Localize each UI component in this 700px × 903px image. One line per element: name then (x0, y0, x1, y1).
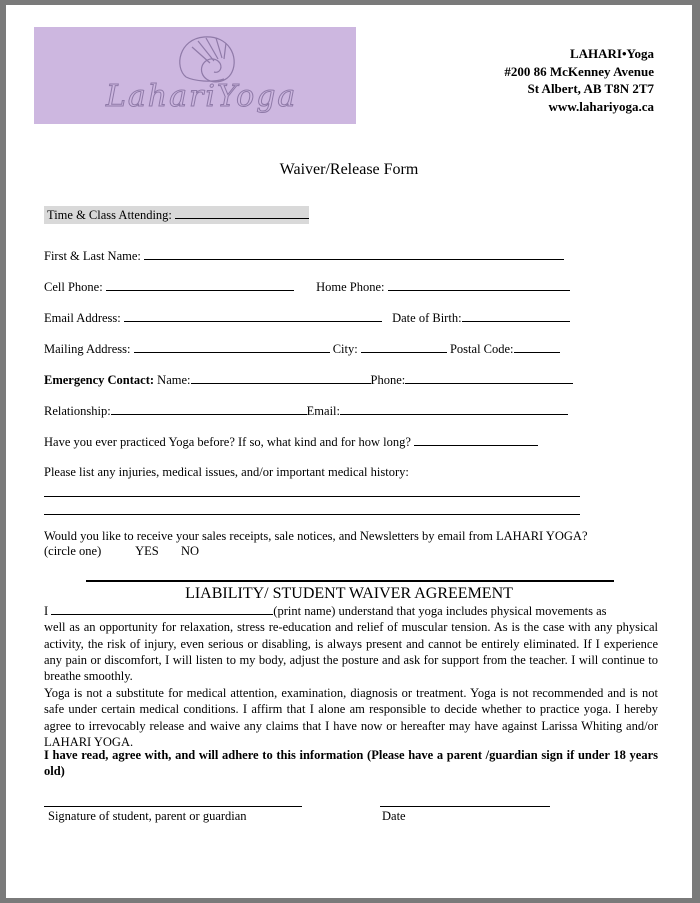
option-no[interactable]: NO (180, 544, 199, 558)
city-label: City: (332, 342, 358, 356)
agreement-text-1: well as an opportunity for relaxation, stress re-education and relief of muscular tension. As is the case with any physical activity, the risk of injury, even serious or disabling, is always present and cannot be entirely eliminated. If I experience any pain or discomfort, I will listen to my body, adjust the posture and ask for support from the teacher. I will continue to breathe smoothly. (44, 620, 658, 684)
name-label: First & Last Name: (44, 249, 141, 263)
newsletter-question: Would you like to receive your sales receipts, sale notices, and Newsletters by email from LAHARI YOGA? (44, 529, 588, 543)
email-row (44, 310, 570, 326)
cell-phone-field[interactable] (106, 279, 294, 291)
agreement-i: I (44, 604, 49, 618)
home-phone-field[interactable] (388, 279, 570, 291)
signature-label: Signature of student, parent or guardian (48, 809, 247, 823)
postal-field[interactable] (514, 341, 560, 353)
signature-line[interactable] (44, 806, 302, 807)
time-class-field[interactable] (175, 207, 309, 219)
newsletter-options-row (44, 544, 199, 559)
section-divider (86, 580, 614, 582)
injuries-label: Please list any injuries, medical issues, and/or important medical history: (44, 465, 409, 479)
date-label: Date (382, 809, 406, 823)
relationship-field[interactable] (111, 403, 307, 415)
city-field[interactable] (361, 341, 447, 353)
relationship-row (44, 403, 568, 419)
email-field[interactable] (124, 310, 382, 322)
postal-label: Postal Code: (449, 342, 514, 356)
form-page (6, 5, 692, 898)
street-address: #200 86 McKenney Avenue (504, 63, 654, 79)
relationship-email-field[interactable] (340, 403, 568, 415)
dob-label: Date of Birth: (392, 311, 462, 325)
agreement-line-1: (print name) understand that yoga includes physical movements as (273, 604, 607, 618)
option-yes[interactable]: YES (135, 544, 159, 558)
agreement-heading: LIABILITY/ STUDENT WAIVER AGREEMENT (185, 585, 513, 602)
form-title: Waiver/Release Form (279, 161, 419, 178)
website: www.lahariyoga.ca (548, 98, 654, 114)
agreement-paragraph-2: Yoga is not a substitute for medical attention, examination, diagnosis or treatment. Yoga is not recommended and is not safe under certain medical conditions. I affirm that I alone am responsible to decide whether to practice yoga. I hereby agree to irrevocably release and waive any claims that I have now or hereafter may have against Larissa Whiting and/or LAHARI YOGA. (44, 686, 658, 749)
relationship-email-label: Email: (306, 404, 340, 418)
address-block (504, 45, 654, 115)
emergency-label: Emergency Contact: (44, 373, 155, 387)
emergency-phone-field[interactable] (405, 372, 573, 384)
logo-text: LahariYoga (106, 79, 298, 114)
name-field[interactable] (144, 248, 564, 260)
mailing-label: Mailing Address: (44, 342, 131, 356)
home-phone-label: Home Phone: (316, 280, 385, 294)
name-row (44, 248, 564, 264)
agreement-paragraph-3: I have read, agree with, and will adhere to this information (Please have a parent /guardian sign if under 18 years old) (44, 748, 658, 779)
phone-row (44, 279, 570, 295)
email-label: Email Address: (44, 311, 121, 325)
print-name-field[interactable] (51, 603, 273, 615)
mailing-field[interactable] (134, 341, 330, 353)
lahari-yoga-logo (34, 27, 356, 124)
date-line[interactable] (380, 806, 550, 807)
dob-field[interactable] (462, 310, 570, 322)
relationship-label: Relationship: (44, 404, 111, 418)
emergency-name-label: Name: (157, 373, 191, 387)
mailing-row (44, 341, 560, 357)
city-address: St Albert, AB T8N 2T7 (527, 81, 654, 96)
studio-name: LAHARI•Yoga (569, 46, 654, 61)
time-class-label: Time & Class Attending: (47, 208, 172, 222)
agreement-paragraph-1 (44, 603, 658, 684)
injuries-line-2[interactable] (44, 514, 580, 515)
circle-one-label: (circle one) (44, 544, 102, 558)
emergency-row (44, 372, 573, 388)
emergency-name-field[interactable] (191, 372, 371, 384)
yoga-question: Have you ever practiced Yoga before? If so, what kind and for how long? (44, 435, 411, 449)
time-class-row (44, 207, 309, 223)
emergency-phone-label: Phone: (370, 373, 406, 387)
injuries-line-1[interactable] (44, 496, 580, 497)
yoga-experience-field[interactable] (414, 434, 538, 446)
yoga-experience-row (44, 434, 538, 450)
cell-phone-label: Cell Phone: (44, 280, 103, 294)
